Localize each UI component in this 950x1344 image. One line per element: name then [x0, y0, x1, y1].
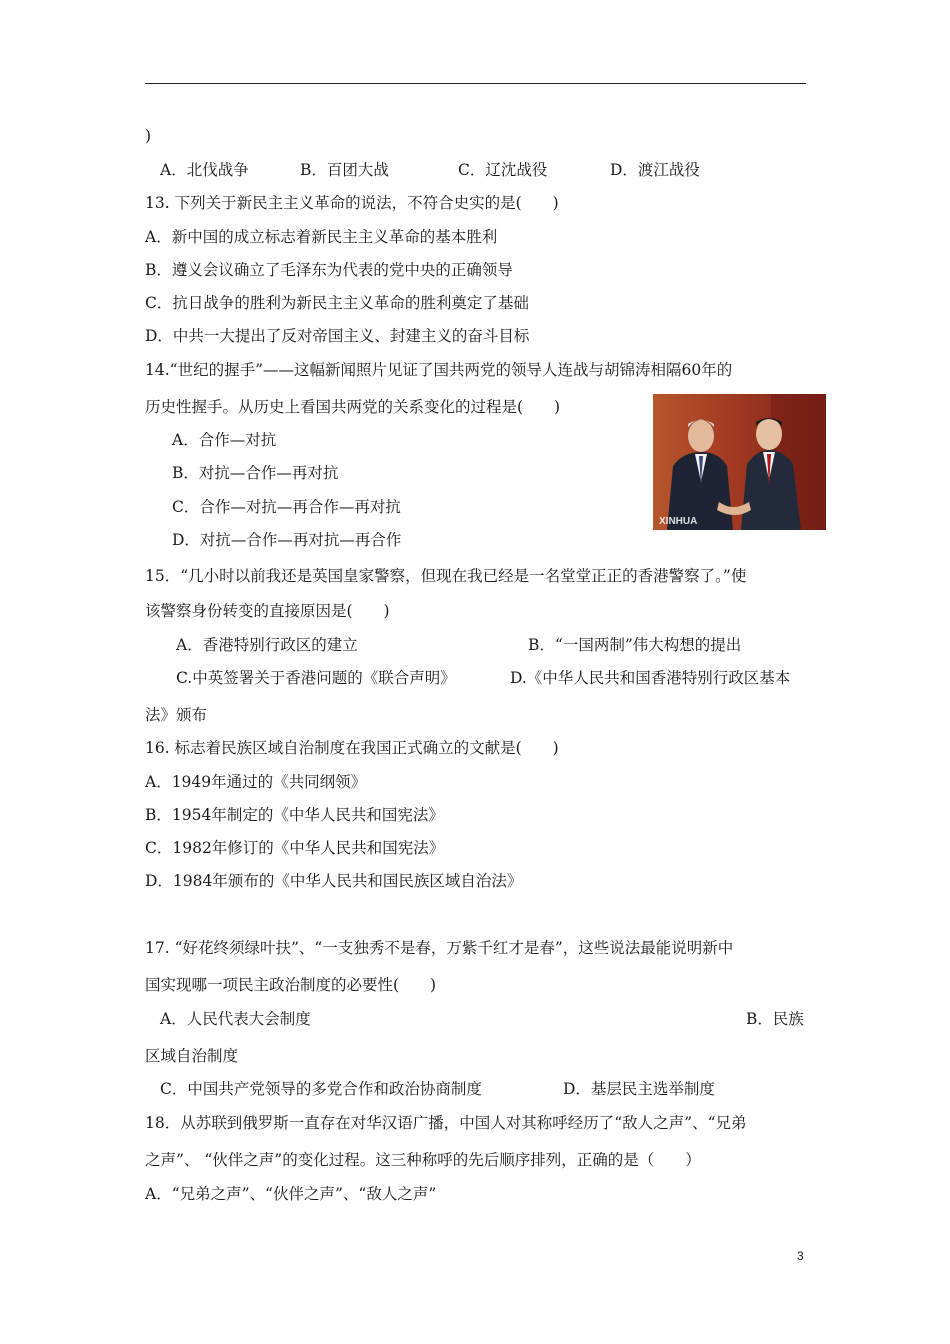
q13-option-d: D．中共一大提出了反对帝国主义、封建主义的奋斗目标	[145, 327, 530, 345]
photo-watermark: XINHUA	[659, 516, 698, 527]
q14-option-d: D．对抗—合作—再对抗—再合作	[172, 531, 402, 549]
q15-option-d-cont: 法》颁布	[145, 706, 208, 724]
q16-option-a: A．1949年通过的《共同纲领》	[145, 773, 367, 791]
question-15-line1: 15．“几小时以前我还是英国皇家警察，但现在我已经是一名堂堂正正的香港警察了。”使	[145, 567, 747, 585]
question-14-line2: 历史性握手。从历史上看国共两党的关系变化的过程是( )	[145, 398, 561, 416]
q13-option-a: A．新中国的成立标志着新民主主义革命的基本胜利	[145, 228, 498, 246]
q12-option-d: D．渡江战役	[610, 161, 700, 179]
handshake-photo	[653, 394, 826, 530]
question-18-line1: 18．从苏联到俄罗斯一直存在对华汉语广播，中国人对其称呼经历了“敌人之声”、“兄弟	[145, 1114, 747, 1132]
q12-option-a: A．北伐战争	[160, 161, 249, 179]
q14-option-a: A．合作—对抗	[172, 431, 277, 449]
q17-option-c: C．中国共产党领导的多党合作和政治协商制度	[160, 1080, 482, 1098]
q14-option-b: B．对抗—合作—再对抗	[172, 464, 339, 482]
q17-option-b-cont: 区域自治制度	[145, 1047, 239, 1065]
q15-option-a: A．香港特别行政区的建立	[176, 636, 358, 654]
q12-option-c: C．辽沈战役	[458, 161, 548, 179]
q17-option-b: B．民族	[746, 1010, 804, 1028]
text-line: )	[145, 127, 152, 145]
q16-option-d: D．1984年颁布的《中华人民共和国民族区域自治法》	[145, 872, 523, 890]
question-15-line2: 该警察身份转变的直接原因是( )	[145, 602, 390, 620]
q15-option-d: D.《中华人民共和国香港特别行政区基本	[510, 669, 791, 687]
question-13: 13. 下列关于新民主主义革命的说法，不符合史实的是( )	[145, 194, 559, 212]
q13-option-b: B．遵义会议确立了毛泽东为代表的党中央的正确领导	[145, 261, 513, 279]
q15-option-c: C.中英签署关于香港问题的《联合声明》	[176, 669, 456, 687]
question-14-line1: 14.“世纪的握手”——这幅新闻照片见证了国共两党的领导人连战与胡锦涛相隔60年的	[145, 361, 733, 379]
q15-option-b: B．“一国两制”伟大构想的提出	[528, 636, 742, 654]
question-18-line2: 之声”、 “伙伴之声”的变化过程。这三种称呼的先后顺序排列，正确的是（ ）	[145, 1151, 701, 1169]
header-rule	[145, 83, 806, 84]
q14-option-c: C．合作—对抗—再合作—再对抗	[172, 498, 401, 516]
page-number: 3	[797, 1249, 804, 1263]
q12-option-b: B．百团大战	[300, 161, 389, 179]
question-16: 16. 标志着民族区域自治制度在我国正式确立的文献是( )	[145, 739, 559, 757]
q13-option-c: C．抗日战争的胜利为新民主主义革命的胜利奠定了基础	[145, 294, 529, 312]
question-17-line1: 17. “好花终须绿叶扶”、“一支独秀不是春，万紫千红才是春”，这些说法最能说明新中	[145, 939, 734, 957]
q17-option-d: D．基层民主选举制度	[563, 1080, 715, 1098]
q17-option-a: A．人民代表大会制度	[160, 1010, 311, 1028]
q16-option-c: C．1982年修订的《中华人民共和国宪法》	[145, 839, 445, 857]
q16-option-b: B．1954年制定的《中华人民共和国宪法》	[145, 806, 444, 824]
question-17-line2: 国实现哪一项民主政治制度的必要性( )	[145, 976, 437, 994]
q18-option-a: A．“兄弟之声”、“伙伴之声”、“敌人之声”	[145, 1185, 437, 1203]
